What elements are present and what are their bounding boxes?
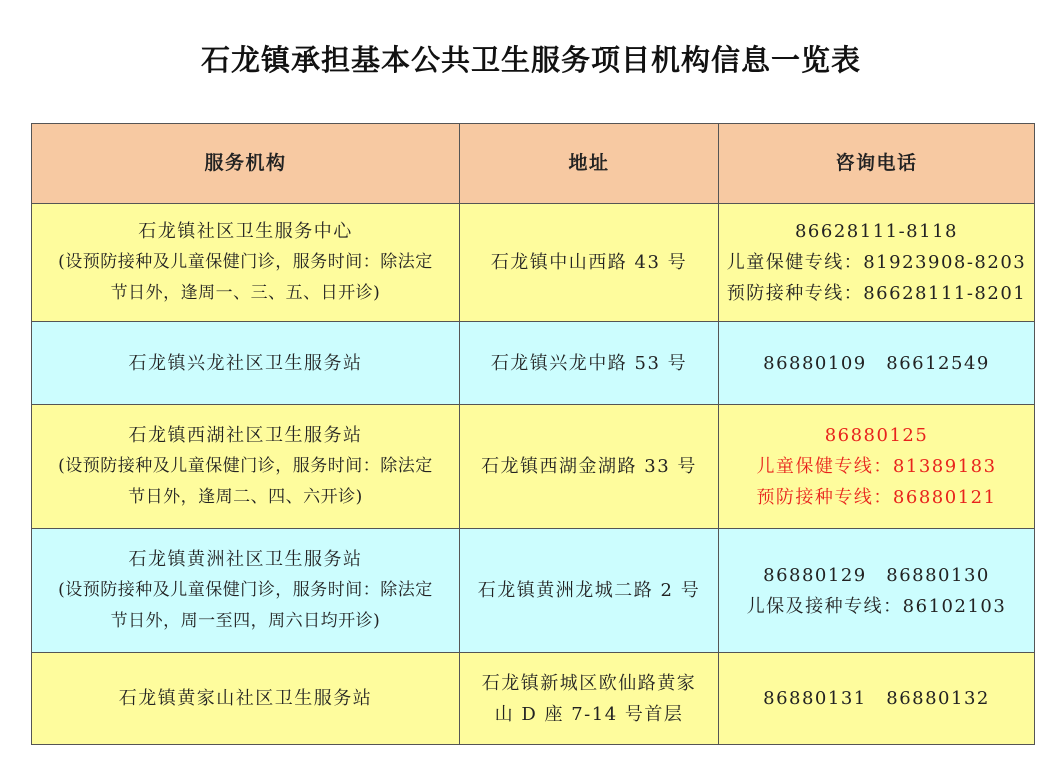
page-title: 石龙镇承担基本公共卫生服务项目机构信息一览表 (200, 43, 861, 77)
table-row (32, 653, 1035, 745)
org-name: 石龙镇兴龙社区卫生服务站 (128, 352, 363, 374)
phone-cell (719, 653, 1035, 745)
table-row (32, 322, 1035, 405)
address-text: 石龙镇兴龙中路 53 号 (490, 352, 688, 374)
address-cell (460, 653, 719, 745)
table-row (32, 405, 1035, 529)
address-cell (460, 529, 719, 653)
org-cell (32, 529, 460, 653)
org-name: 石龙镇西湖社区卫生服务站 (128, 425, 363, 446)
address-text: 石龙镇西湖金湖路 33 号 (481, 456, 697, 477)
phone-text: 儿童保健专线：81923908-8203 (726, 252, 1027, 273)
phone-text: 86628111-8118 (794, 221, 958, 242)
table-row (32, 204, 1035, 322)
address-text: 山 D 座 7-14 号首层 (494, 703, 684, 725)
header-phone: 咨询电话 (719, 124, 1035, 204)
address-text: 石龙镇新城区欧仙路黄家 (481, 672, 697, 694)
header-org: 服务机构 (32, 124, 460, 204)
table-header-row (32, 124, 1035, 204)
org-note: 节日外，逢周二、四、六开诊) (128, 487, 363, 507)
address-cell (460, 322, 719, 405)
phone-text: 86880131 86880132 (763, 688, 990, 709)
address-cell (460, 405, 719, 529)
org-note: (设预防接种及儿童保健门诊，服务时间：除法定 (58, 252, 433, 272)
org-note: 节日外，周一至四，周六日均开诊) (110, 611, 381, 631)
phone-cell (719, 405, 1035, 529)
org-note: 节日外，逢周一、三、五、日开诊) (110, 283, 381, 303)
address-text: 石龙镇黄洲龙城二路 2 号 (477, 580, 701, 601)
org-cell (32, 322, 460, 405)
institution-table (31, 123, 1035, 745)
phone-text: 86880109 86612549 (763, 352, 990, 374)
address-text: 石龙镇中山西路 43 号 (490, 252, 688, 273)
phone-text: 86880125 (824, 425, 929, 446)
org-cell (32, 653, 460, 745)
phone-cell (719, 322, 1035, 405)
phone-text: 86880129 86880130 (763, 564, 990, 586)
phone-text: 儿童保健专线：81389183 (756, 456, 997, 477)
phone-cell (719, 204, 1035, 322)
org-name: 石龙镇黄家山社区卫生服务站 (118, 688, 373, 709)
address-cell (460, 204, 719, 322)
org-name: 石龙镇黄洲社区卫生服务站 (128, 549, 363, 570)
table-row (32, 529, 1035, 653)
phone-text: 预防接种专线：86628111-8201 (726, 283, 1027, 304)
org-name: 石龙镇社区卫生服务中心 (138, 221, 353, 242)
org-cell (32, 405, 460, 529)
org-cell (32, 204, 460, 322)
header-address: 地址 (460, 124, 719, 204)
phone-cell (719, 529, 1035, 653)
phone-text: 预防接种专线：86880121 (756, 487, 997, 508)
org-note: (设预防接种及儿童保健门诊，服务时间：除法定 (58, 580, 433, 600)
phone-text: 儿保及接种专线：86102103 (746, 595, 1007, 617)
org-note: (设预防接种及儿童保健门诊，服务时间：除法定 (58, 456, 433, 476)
